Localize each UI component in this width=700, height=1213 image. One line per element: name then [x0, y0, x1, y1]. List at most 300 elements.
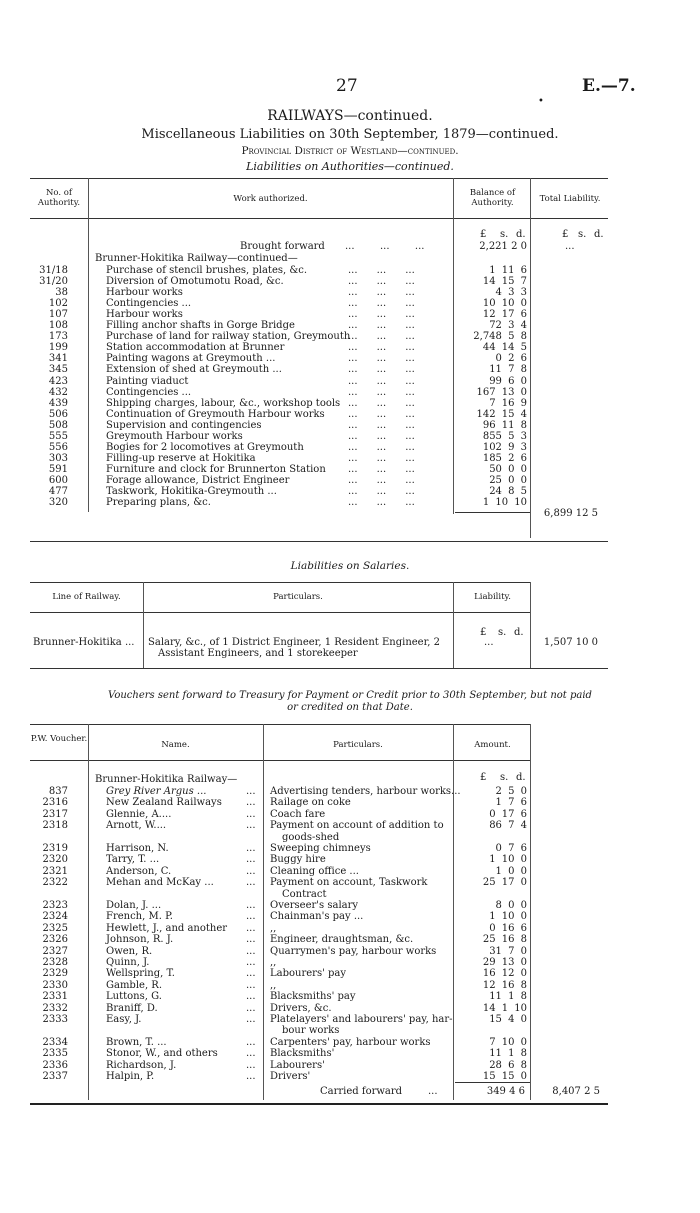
- subtotal-rule: [455, 1082, 530, 1083]
- voucher-particulars: Advertising tenders, harbour works...: [270, 786, 461, 797]
- table-bottom-rule: [30, 541, 608, 542]
- leader-dots: ...: [246, 1036, 256, 1048]
- currency-d: d.: [516, 772, 526, 783]
- col-head-particulars: Particulars.: [273, 592, 323, 602]
- vouchers-head-rule: [30, 760, 530, 761]
- voucher-row: [0, 809, 700, 820]
- voucher-group-title: Brunner-Hokitika Railway—: [95, 774, 238, 785]
- voucher-name: Grey River Argus ...: [106, 786, 207, 797]
- voucher-amount: 0 17 6: [489, 808, 527, 820]
- currency-pound: £: [480, 229, 487, 240]
- salary-line: Brunner-Hokitika ...: [33, 637, 135, 648]
- carried-forward-amount: 349 4 6: [486, 1086, 525, 1097]
- authority-no: 600: [48, 474, 68, 486]
- authority-amount: 44 14 5: [482, 342, 527, 354]
- voucher-group-row: [0, 774, 700, 785]
- leader-dots: ...: [246, 934, 256, 946]
- leader-dots: ...: [246, 945, 256, 957]
- authority-row: [0, 364, 700, 375]
- authority-amount: 167 13 0: [476, 386, 527, 398]
- sub-title: Miscellaneous Liabilities on 30th September, 1879—continued.: [141, 127, 559, 142]
- authority-amount: 4 3 3: [495, 287, 527, 299]
- authority-row: [0, 276, 700, 287]
- voucher-amount: 28 6 8: [489, 1059, 527, 1071]
- voucher-particulars: Buggy hire: [270, 854, 326, 866]
- voucher-row: [0, 1048, 700, 1059]
- authority-no: 432: [48, 386, 68, 398]
- col-head-line: Line of Railway.: [52, 592, 121, 602]
- subsection-title: Liabilities on Authorities—continued.: [246, 160, 454, 173]
- authorities-total: 6,899 12 5: [543, 508, 598, 519]
- voucher-particulars: goods-shed: [282, 831, 340, 843]
- voucher-name: Tarry, T. ...: [106, 854, 160, 866]
- authority-amount: 50 0 0: [489, 463, 527, 475]
- voucher-row: [0, 843, 700, 854]
- currency-pound: £: [480, 772, 487, 783]
- carried-forward-total: 8,407 2 5: [552, 1086, 600, 1097]
- authority-row: [0, 376, 700, 387]
- group-title: Brunner-Hokitika Railway—continued—: [95, 253, 298, 264]
- authority-row: [0, 287, 700, 298]
- voucher-name: Harrison, N.: [106, 843, 169, 854]
- voucher-no: 2317: [42, 808, 68, 820]
- authority-work: Furniture and clock for Brunnerton Station: [106, 463, 326, 475]
- voucher-amount: 25 16 8: [482, 934, 527, 946]
- voucher-no: 2316: [42, 797, 68, 809]
- authority-row: [0, 442, 700, 453]
- authority-amount: 14 15 7: [482, 276, 527, 288]
- col-head-no: No. of Authority.: [37, 188, 81, 208]
- authority-row: [0, 387, 700, 398]
- brought-forward-total: ...: [565, 241, 575, 252]
- leader-dots: ... ... ...: [348, 265, 415, 276]
- authority-no: 107: [48, 309, 68, 321]
- voucher-no: 2318: [42, 820, 68, 832]
- voucher-amount: 0 7 6: [495, 843, 527, 854]
- voucher-particulars: Coach fare: [270, 808, 326, 820]
- leader-dots: ...: [246, 900, 256, 911]
- authority-row: [0, 420, 700, 431]
- page-number: 27: [336, 76, 358, 96]
- authority-row: [0, 475, 700, 486]
- leader-dots: ...: [246, 968, 256, 980]
- voucher-name: Hewlett, J., and another: [106, 922, 228, 934]
- voucher-particulars: Payment on account of addition to: [270, 820, 444, 832]
- voucher-row: [0, 934, 700, 945]
- authority-row: [0, 353, 700, 364]
- voucher-name: Stonor, W., and others: [106, 1048, 218, 1060]
- salaries-bottom-rule: [30, 668, 608, 669]
- voucher-row: [0, 820, 700, 831]
- currency-d: d.: [514, 627, 524, 638]
- voucher-particulars: Chainman's pay ...: [270, 911, 364, 923]
- authority-work: Contingencies ...: [106, 298, 192, 310]
- voucher-particulars: ,,: [270, 957, 277, 968]
- leader-dots: ... ... ...: [348, 276, 415, 288]
- voucher-amount: 14 1 10: [482, 1002, 527, 1014]
- voucher-amount: 1 7 6: [495, 797, 527, 809]
- voucher-row: [0, 980, 700, 991]
- voucher-row: [0, 1014, 700, 1025]
- voucher-row: [0, 911, 700, 922]
- voucher-no: 2332: [42, 1002, 68, 1014]
- leader-dots: ... ... ...: [348, 386, 415, 398]
- voucher-no: 2321: [42, 865, 68, 877]
- voucher-row: [0, 968, 700, 979]
- voucher-particulars: ,,: [270, 922, 277, 934]
- leader-dots: ...: [246, 1048, 256, 1060]
- voucher-row: [0, 991, 700, 1002]
- currency-s: s.: [578, 229, 587, 240]
- leader-dots: ... ... ...: [348, 430, 415, 442]
- voucher-row: [0, 786, 700, 797]
- authority-work: Painting wagons at Greymouth ...: [106, 353, 276, 365]
- authority-work: Purchase of land for railway station, Greymouth: [106, 331, 351, 343]
- authority-no: 108: [48, 320, 68, 332]
- voucher-particulars: Overseer's salary: [270, 900, 359, 911]
- authority-no: 31/18: [39, 265, 68, 276]
- voucher-amount: 86 7 4: [489, 820, 527, 832]
- voucher-no: 2325: [42, 922, 68, 934]
- authority-no: 506: [48, 408, 68, 420]
- authority-no: 199: [48, 342, 68, 354]
- voucher-amount: 15 4 0: [489, 1014, 527, 1025]
- voucher-name: Mehan and McKay ...: [106, 877, 214, 889]
- authority-no: 439: [48, 397, 68, 409]
- authority-amount: 7 16 9: [489, 397, 527, 409]
- voucher-name: Luttons, G.: [106, 991, 162, 1003]
- leader-dots: ...: [246, 991, 256, 1003]
- col-head-name: Name.: [161, 740, 190, 750]
- voucher-particulars: Contract: [282, 888, 327, 900]
- authority-amount: 2,748 5 8: [473, 331, 527, 343]
- voucher-row: [0, 957, 700, 968]
- authority-work: Forage allowance, District Engineer: [106, 474, 290, 486]
- authority-amount: 10 10 0: [482, 298, 527, 310]
- leader-dots: ...: [246, 1071, 256, 1082]
- leader-dots: ...: [246, 957, 256, 968]
- voucher-particulars: Payment on account, Taskwork: [270, 877, 428, 889]
- leader-dots: ...: [246, 1014, 256, 1025]
- authority-row: [0, 342, 700, 353]
- voucher-name: Gamble, R.: [106, 979, 163, 991]
- voucher-row: [0, 1025, 700, 1036]
- authority-no: 345: [48, 364, 68, 376]
- leader-dots: ... ... ...: [348, 353, 415, 365]
- authority-work: Harbour works: [106, 287, 183, 299]
- voucher-name: Owen, R.: [106, 945, 153, 957]
- voucher-row: [0, 946, 700, 957]
- salary-total: 1,507 10 0: [543, 637, 598, 648]
- currency-s: s.: [498, 627, 507, 638]
- leader-dots: ... ... ...: [348, 320, 415, 332]
- leader-dots: ... ... ...: [348, 486, 415, 497]
- voucher-particulars: bour works: [282, 1025, 340, 1037]
- district-title: Provincial District of Westland—continued.: [241, 145, 459, 157]
- leader-dots: ... ... ...: [348, 375, 415, 387]
- leader-dots: ... ... ...: [348, 298, 415, 310]
- table-top-rule: [30, 178, 608, 179]
- voucher-particulars: Labourers' pay: [270, 968, 347, 980]
- voucher-name: Halpin, P.: [106, 1071, 155, 1082]
- authority-row: [0, 409, 700, 420]
- vouchers-title: Vouchers sent forward to Treasury for Payment or Credit prior to 30th September, but not paid: [108, 690, 592, 701]
- authority-no: 341: [48, 353, 68, 365]
- voucher-particulars: Cleaning office ...: [270, 865, 359, 877]
- currency-s: s.: [500, 229, 509, 240]
- leader-dots: ...: [246, 786, 256, 797]
- authority-no: 173: [48, 331, 68, 343]
- authority-work: Station accommodation at Brunner: [106, 342, 285, 354]
- col-head-voucher: P.W. Voucher.: [30, 734, 88, 744]
- authority-row: [0, 331, 700, 342]
- voucher-no: 2328: [42, 957, 68, 968]
- currency-pound: £: [480, 627, 487, 638]
- voucher-row: [0, 854, 700, 865]
- voucher-row: [0, 1071, 700, 1082]
- voucher-name: New Zealand Railways: [106, 797, 222, 809]
- authority-row: [0, 464, 700, 475]
- leader-dots: ... ... ...: [348, 441, 415, 453]
- leader-dots: ...: [246, 911, 256, 923]
- voucher-particulars: Quarrymen's pay, harbour works: [270, 945, 437, 957]
- voucher-particulars: Engineer, draughtsman, &c.: [270, 934, 414, 946]
- voucher-no: 2322: [42, 877, 68, 889]
- table-head-rule: [30, 218, 608, 219]
- voucher-particulars: Labourers': [270, 1059, 325, 1071]
- voucher-name: Johnson, R. J.: [106, 934, 174, 946]
- voucher-row: [0, 1003, 700, 1014]
- leader-dots: ...: [246, 922, 256, 934]
- voucher-amount: 1 10 0: [489, 911, 527, 923]
- authority-amount: 99 6 0: [489, 375, 527, 387]
- col-head-work: Work authorized.: [233, 194, 308, 204]
- authority-row: [0, 486, 700, 497]
- col-head-total: Total Liability.: [539, 194, 601, 204]
- leader-dots: ... ... ...: [348, 497, 415, 509]
- currency-d: d.: [594, 229, 604, 240]
- voucher-no: 2327: [42, 945, 68, 957]
- voucher-amount: 15 15 0: [482, 1071, 527, 1082]
- voucher-no: 2329: [42, 968, 68, 980]
- authority-no: 38: [55, 287, 68, 299]
- vouchers-title-cont: or credited on that Date.: [287, 702, 413, 713]
- voucher-amount: 29 13 0: [482, 957, 527, 968]
- group-title-row: [0, 253, 700, 264]
- voucher-particulars: Sweeping chimneys: [270, 843, 371, 854]
- main-title: RAILWAYS—continued.: [267, 108, 433, 124]
- voucher-no: 2333: [42, 1014, 68, 1025]
- authority-work: Harbour works: [106, 309, 183, 321]
- leader-dots: ... ... ...: [348, 408, 415, 420]
- authority-amount: 142 15 4: [476, 408, 527, 420]
- margin-dot: •: [538, 96, 544, 107]
- voucher-particulars: ,,: [270, 979, 277, 991]
- voucher-particulars: Railage on coke: [270, 797, 351, 809]
- voucher-no: 2319: [42, 843, 68, 854]
- leader-dots: ...: [246, 979, 256, 991]
- salaries-title: Liabilities on Salaries.: [290, 560, 410, 572]
- authority-amount: 855 5 3: [482, 430, 527, 442]
- col-head-balance: Balance of Authority.: [469, 188, 516, 208]
- voucher-row: [0, 832, 700, 843]
- authority-row: [0, 398, 700, 409]
- leader-dots: ...: [246, 877, 256, 889]
- leader-dots: ... ... ...: [348, 474, 415, 486]
- authority-work: Shipping charges, labour, &c., workshop tools: [106, 397, 341, 409]
- currency-s: s.: [500, 772, 509, 783]
- voucher-row: [0, 1060, 700, 1071]
- authority-amount: 0 2 6: [495, 353, 527, 365]
- col-head-particulars: Particulars.: [333, 740, 383, 750]
- voucher-amount: 16 12 0: [482, 968, 527, 980]
- voucher-amount: 25 17 0: [482, 877, 527, 889]
- col-head-liability: Liability.: [474, 592, 511, 602]
- voucher-name: Quinn, J.: [106, 957, 150, 968]
- voucher-no: 2326: [42, 934, 68, 946]
- leader-dots: ...: [246, 808, 256, 820]
- voucher-name: Richardson, J.: [106, 1059, 177, 1071]
- voucher-particulars: Platelayers' and labourers' pay, har-: [270, 1014, 453, 1025]
- authority-work: Extension of shed at Greymouth ...: [106, 364, 282, 376]
- voucher-name: Easy, J.: [106, 1014, 142, 1025]
- carried-forward-row: [0, 1086, 700, 1097]
- authority-amount: 24 8 5: [489, 486, 527, 497]
- voucher-amount: 7 10 0: [489, 1036, 527, 1048]
- authority-work: Supervision and contingencies: [106, 419, 262, 431]
- page-bottom-rule: [30, 1103, 608, 1105]
- voucher-particulars: Blacksmiths' pay: [270, 991, 356, 1003]
- voucher-no: 2323: [42, 900, 68, 911]
- authority-amount: 25 0 0: [489, 474, 527, 486]
- voucher-amount: 2 5 0: [495, 786, 527, 797]
- leader-dots: ...: [246, 1002, 256, 1014]
- authority-amount: 1 11 6: [489, 265, 527, 276]
- authority-row: [0, 265, 700, 276]
- authority-no: 508: [48, 419, 68, 431]
- salary-particulars-cont: Assistant Engineers, and 1 storekeeper: [158, 648, 358, 659]
- leader-dots: ... ... ...: [348, 452, 415, 464]
- authority-work: Filling anchor shafts in Gorge Bridge: [106, 320, 295, 332]
- authority-work: Taskwork, Hokitika-Greymouth ...: [106, 486, 277, 497]
- authority-work: Filling-up reserve at Hokitika: [106, 452, 256, 464]
- authority-amount: 1 10 10: [482, 497, 527, 509]
- authority-work: Diversion of Omotumotu Road, &c.: [106, 276, 284, 288]
- voucher-amount: 1 10 0: [489, 854, 527, 866]
- authority-work: Preparing plans, &c.: [106, 497, 211, 509]
- authority-row: [0, 320, 700, 331]
- voucher-no: 2331: [42, 991, 68, 1003]
- leader-dots: ...: [246, 854, 256, 866]
- leader-dots: ...: [246, 797, 256, 809]
- authority-work: Continuation of Greymouth Harbour works: [106, 408, 325, 420]
- brought-forward-label: Brought forward: [240, 241, 325, 252]
- authority-work: Contingencies ...: [106, 386, 192, 398]
- voucher-row: [0, 900, 700, 911]
- voucher-amount: 11 1 8: [489, 991, 527, 1003]
- voucher-no: 837: [48, 786, 68, 797]
- authority-row: [0, 431, 700, 442]
- currency-pound: £: [562, 229, 569, 240]
- authority-no: 102: [48, 298, 68, 310]
- leader-dots: ...: [246, 843, 256, 854]
- voucher-name: Dolan, J. ...: [106, 900, 162, 911]
- leader-dots: ...: [428, 1086, 438, 1097]
- voucher-row: [0, 877, 700, 888]
- authority-row: [0, 453, 700, 464]
- voucher-amount: 12 16 8: [482, 979, 527, 991]
- authority-no: 591: [48, 463, 68, 475]
- voucher-name: Braniff, D.: [106, 1002, 158, 1014]
- salary-row-cont: [0, 648, 700, 659]
- authority-amount: 102 9 3: [482, 441, 527, 453]
- authority-amount: 12 17 6: [482, 309, 527, 321]
- leader-dots: ... ... ...: [345, 241, 425, 252]
- voucher-row: [0, 889, 700, 900]
- authority-no: 303: [48, 452, 68, 464]
- authorities-total-row: [0, 508, 700, 519]
- authority-row: [0, 309, 700, 320]
- brought-forward-row: [0, 241, 700, 252]
- brought-forward-amount: 2,221 2 0: [479, 241, 527, 252]
- salaries-head-rule: [30, 612, 530, 613]
- salary-particulars: Salary, &c., of 1 District Engineer, 1 Resident Engineer, 2: [148, 637, 441, 648]
- voucher-row: [0, 866, 700, 877]
- voucher-particulars: Blacksmiths': [270, 1048, 335, 1060]
- authority-work: Painting viaduct: [106, 375, 189, 387]
- voucher-name: Anderson, C.: [106, 865, 172, 877]
- voucher-no: 2320: [42, 854, 68, 866]
- voucher-particulars: Drivers': [270, 1071, 311, 1082]
- authority-row: [0, 497, 700, 508]
- salary-liability: ...: [484, 637, 494, 648]
- voucher-no: 2336: [42, 1059, 68, 1071]
- col-head-amount: Amount.: [474, 740, 511, 750]
- voucher-amount: 1 0 0: [495, 865, 527, 877]
- vouchers-top-rule: [30, 724, 530, 725]
- authority-work: Bogies for 2 locomotives at Greymouth: [106, 441, 304, 453]
- leader-dots: ... ... ...: [348, 287, 415, 299]
- authority-no: 555: [48, 430, 68, 442]
- leader-dots: ...: [246, 865, 256, 877]
- voucher-name: Brown, T. ...: [106, 1036, 167, 1048]
- voucher-no: 2324: [42, 911, 68, 923]
- voucher-amount: 31 7 0: [489, 945, 527, 957]
- voucher-name: Glennie, A....: [106, 808, 172, 820]
- authority-work: Greymouth Harbour works: [106, 430, 243, 442]
- voucher-no: 2335: [42, 1048, 68, 1060]
- leader-dots: ...: [246, 820, 256, 832]
- leader-dots: ... ... ...: [348, 309, 415, 321]
- leader-dots: ... ... ...: [348, 342, 415, 354]
- authority-amount: 11 7 8: [489, 364, 527, 376]
- voucher-particulars: Carpenters' pay, harbour works: [270, 1036, 431, 1048]
- voucher-row: [0, 923, 700, 934]
- authority-work: Purchase of stencil brushes, plates, &c.: [106, 265, 308, 276]
- salaries-top-rule: [30, 582, 530, 583]
- carried-forward-label: Carried forward: [320, 1086, 403, 1097]
- leader-dots: ...: [246, 1059, 256, 1071]
- authority-row: [0, 298, 700, 309]
- authority-amount: 96 11 8: [482, 419, 527, 431]
- voucher-name: Arnott, W....: [106, 820, 167, 832]
- salary-row: [0, 637, 700, 648]
- authority-no: 423: [48, 375, 68, 387]
- voucher-name: French, M. P.: [106, 911, 173, 923]
- voucher-no: 2334: [42, 1036, 68, 1048]
- authority-no: 477: [48, 486, 68, 497]
- voucher-no: 2337: [42, 1071, 68, 1082]
